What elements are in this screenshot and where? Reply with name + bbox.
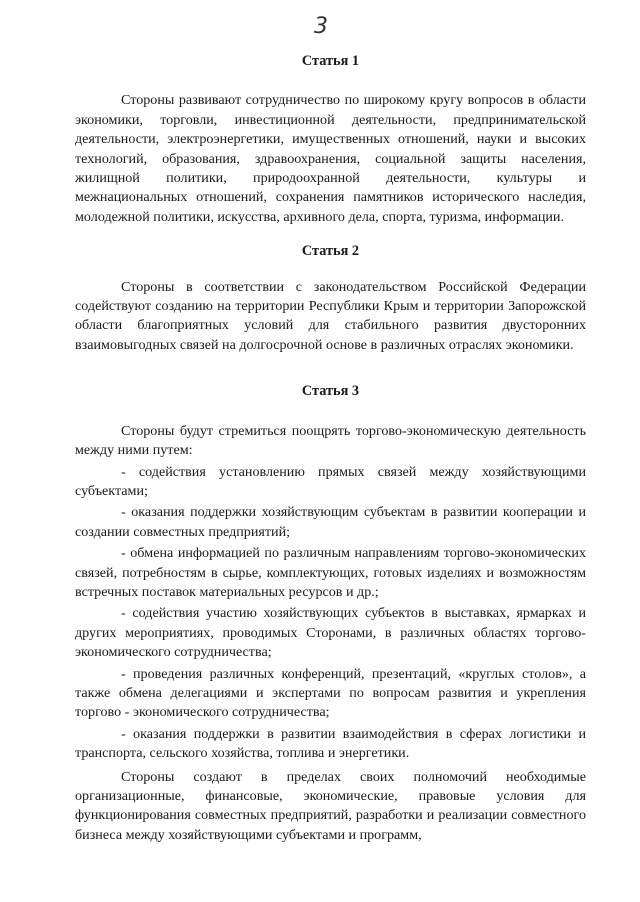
page-number: 3 — [314, 14, 328, 39]
article-heading: Статья 2 — [301, 243, 360, 260]
list-item: - оказания поддержки в развитии взаимодействия в сферах логистики и транспорта, сельского хозяйства, топлива и энергетики. — [75, 725, 586, 762]
article-heading: Статья 1 — [301, 53, 360, 69]
article-paragraph: Стороны в соответствии с законодательством Российской Федерации содействуют созданию на территории Республики Крым и территории Запорожской области благоприятных условий для стабильного развития двусторонних взаимовыгодных связей на долгосрочной основе в различных отраслях экономики. — [75, 278, 586, 353]
article-heading: Статья 3 — [301, 383, 360, 400]
list-item: - содействия установлению прямых связей между хозяйствующими субъектами; — [75, 463, 586, 499]
list-item: - содействия участию хозяйствующих субъектов в выставках, ярмарках и других мероприятиях, проводимых Сторонами, в различных областях торгово-экономического сотрудничества; — [75, 605, 586, 661]
list-item: - обмена информацией по различным направлениям торгово-экономических связей, потребностям в сырье, комплектующих, готовых изделиях и возможностям встречных поставок материальных ресурсов и др.; — [75, 545, 586, 600]
article-1 — [75, 52, 586, 227]
document-body — [75, 52, 586, 845]
article-intro: Стороны будут стремиться поощрять торгово-экономическую деятельность между ними путем: — [75, 422, 586, 459]
article-2 — [75, 242, 586, 355]
article-paragraph: Стороны развивают сотрудничество по широкому кругу вопросов в области экономики, торговли, инвестиционной деятельности, предпринимательской деятельности, электроэнергетики, имущественных отношений, науки и высоких технологий, образования, здравоохранения, социальной защиты населения, жилищной политики, природоохранной деятельности, культуры и межнациональных отношений, сохранения памятников исторического наследия, молодежной политики, искусства, архивного дела, спорта, туризма, информации. — [75, 92, 586, 225]
list-item: - оказания поддержки хозяйствующим субъектам в развитии кооперации и создании совместных предприятий; — [75, 504, 586, 540]
list-item: - проведения различных конференций, презентаций, «круглых столов», а также обмена делегациями и экспертами по вопросам развития и укрепления торгово - экономического сотрудничества; — [75, 665, 586, 721]
article-closing-paragraph: Стороны создают в пределах своих полномочий необходимые организационные, финансовые, экономические, правовые условия для функционирования совместных предприятий, разработки и реализации совместного бизнеса между хозяйствующими субъектами и программ, — [75, 768, 586, 843]
article-3 — [75, 382, 586, 845]
